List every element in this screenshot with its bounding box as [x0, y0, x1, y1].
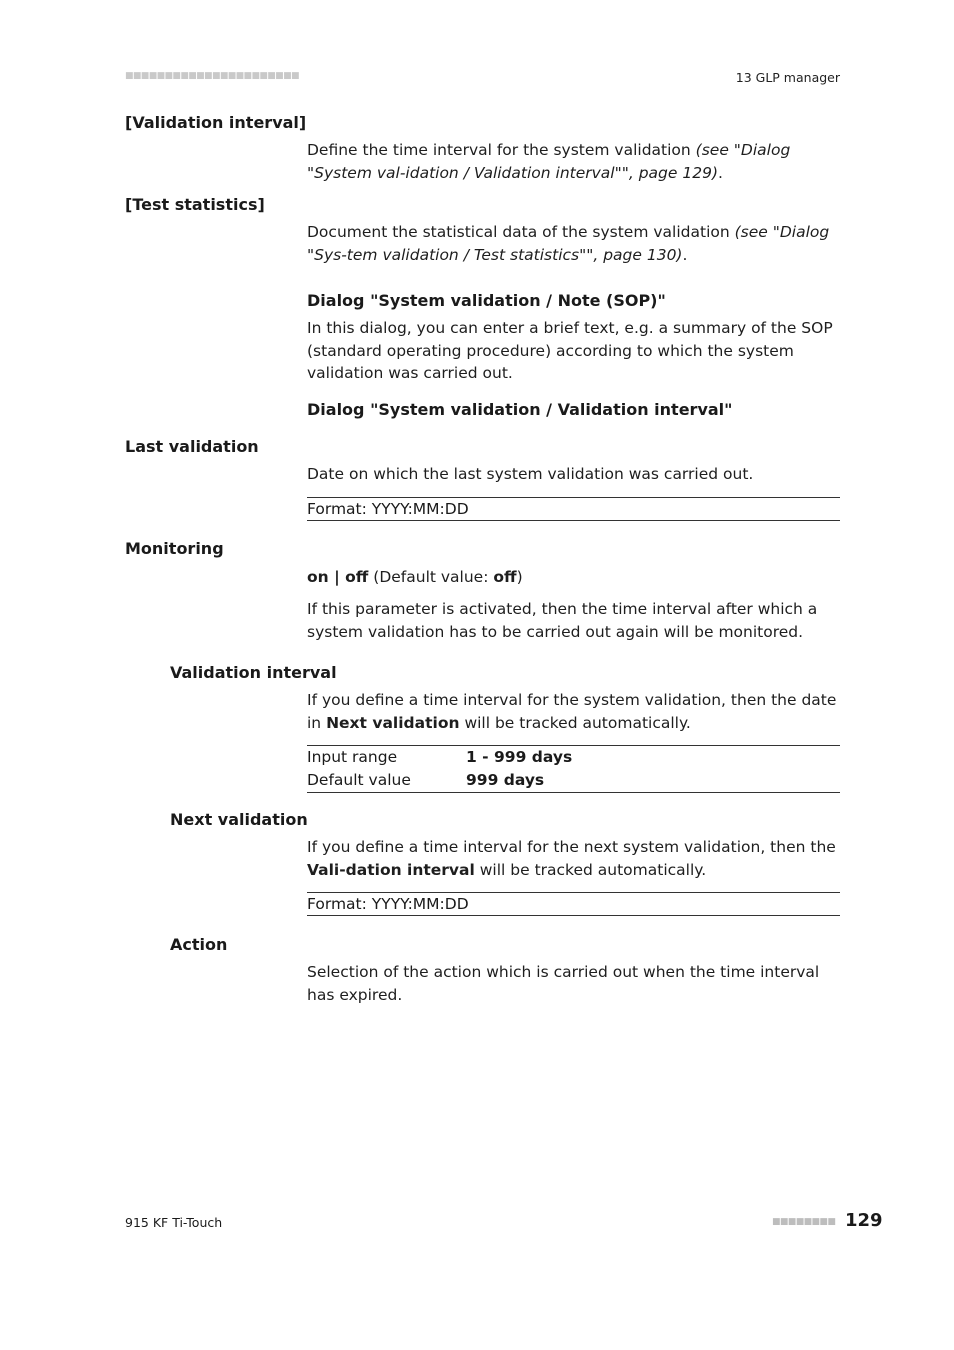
validation-interval-description: If you define a time interval for the system validation, then the date in Next validation will be tracked automatically.	[307, 691, 837, 732]
monitoring-heading: Monitoring	[125, 539, 224, 558]
validation-interval-button-heading: [Validation interval]	[125, 113, 307, 132]
product-name: 915 KF Ti-Touch	[125, 1215, 223, 1230]
monitoring-options: on | off (Default value: off)	[307, 568, 523, 586]
test-statistics-button-heading: [Test statistics]	[125, 195, 265, 214]
last-validation-format: Format: YYYY:MM:DD	[307, 497, 840, 521]
page-number: 129	[845, 1210, 883, 1231]
footer-decoration: ■■■■■■■■	[772, 1217, 836, 1227]
next-validation-description: If you define a time interval for the next system validation, then the Vali-dation interval will be tracked automatically.	[307, 838, 836, 879]
validation-interval-heading: Validation interval	[170, 663, 337, 682]
last-validation-description: Date on which the last system validation was carried out.	[307, 465, 754, 483]
cross-reference-link[interactable]: (see "Dialog "System val-idation / Validation interval"", page 129)	[307, 141, 791, 182]
next-validation-format: Format: YYYY:MM:DD	[307, 892, 840, 916]
test-statistics-button-description: Document the statistical data of the system validation (see "Dialog "Sys-tem validation / Test statistics"", page 130).	[307, 223, 830, 264]
input-range-row: Input range 1 - 999 days	[307, 748, 573, 766]
cross-reference-link[interactable]: (see "Dialog "Sys-tem validation / Test statistics"", page 130)	[307, 223, 830, 264]
dialog-interval-heading: Dialog "System validation / Validation interval"	[307, 400, 733, 419]
validation-interval-parameters	[307, 745, 840, 793]
dialog-note-heading: Dialog "System validation / Note (SOP)"	[307, 291, 666, 310]
next-validation-heading: Next validation	[170, 810, 308, 829]
monitoring-description: If this parameter is activated, then the time interval after which a system validation has to be carried out again will be monitored.	[307, 600, 818, 641]
chapter-title: 13 GLP manager	[735, 70, 840, 85]
header-decoration: ■■■■■■■■■■■■■■■■■■■■■■	[125, 71, 299, 81]
action-description: Selection of the action which is carried out when the time interval has expired.	[307, 963, 820, 1004]
default-value-row: Default value 999 days	[307, 771, 545, 789]
action-heading: Action	[170, 935, 228, 954]
dialog-note-description: In this dialog, you can enter a brief text, e.g. a summary of the SOP (standard operating procedure) according to which the system validation was carried out.	[307, 319, 833, 382]
last-validation-heading: Last validation	[125, 437, 259, 456]
validation-interval-button-description: Define the time interval for the system validation (see "Dialog "System val-idation / Validation interval"", page 129).	[307, 141, 791, 182]
